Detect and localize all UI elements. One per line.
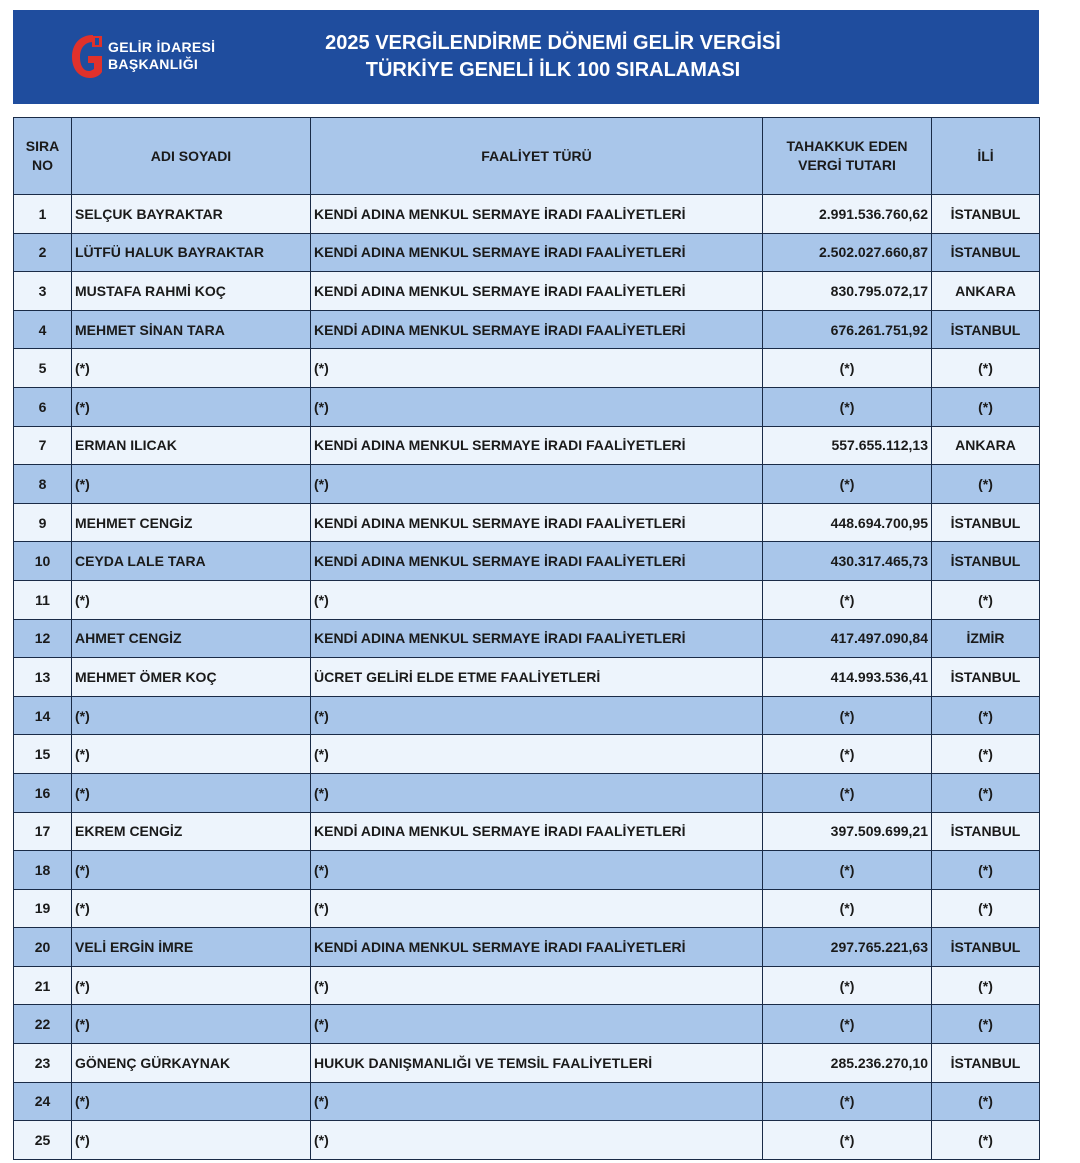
- table-header-row: [14, 118, 1040, 195]
- cell-city: (*): [932, 773, 1040, 812]
- cell-rank: 1: [14, 195, 72, 234]
- cell-amount: 830.795.072,17: [763, 272, 932, 311]
- cell-name: LÜTFÜ HALUK BAYRAKTAR: [72, 233, 311, 272]
- cell-amount: (*): [763, 773, 932, 812]
- cell-name: (*): [72, 851, 311, 890]
- table-row: [14, 1044, 1040, 1083]
- cell-name: (*): [72, 889, 311, 928]
- cell-name: (*): [72, 465, 311, 504]
- cell-name: EKREM CENGİZ: [72, 812, 311, 851]
- cell-rank: 17: [14, 812, 72, 851]
- cell-rank: 8: [14, 465, 72, 504]
- cell-activity: KENDİ ADINA MENKUL SERMAYE İRADI FAALİYETLERİ: [311, 233, 763, 272]
- cell-rank: 5: [14, 349, 72, 388]
- cell-activity: (*): [311, 1005, 763, 1044]
- cell-rank: 14: [14, 696, 72, 735]
- table-row: [14, 928, 1040, 967]
- cell-rank: 13: [14, 658, 72, 697]
- cell-name: MEHMET SİNAN TARA: [72, 310, 311, 349]
- table-row: [14, 542, 1040, 581]
- column-header-city: İLİ: [932, 118, 1040, 195]
- table-row: [14, 580, 1040, 619]
- cell-rank: 19: [14, 889, 72, 928]
- column-header-no-line-2: NO: [32, 157, 53, 173]
- cell-amount: 414.993.536,41: [763, 658, 932, 697]
- cell-rank: 25: [14, 1121, 72, 1160]
- cell-amount: 2.502.027.660,87: [763, 233, 932, 272]
- table-row: [14, 233, 1040, 272]
- cell-activity: (*): [311, 349, 763, 388]
- page-title: [213, 30, 893, 84]
- logo-line-2: BAŞKANLIĞI: [108, 56, 199, 72]
- cell-rank: 9: [14, 503, 72, 542]
- cell-activity: KENDİ ADINA MENKUL SERMAYE İRADI FAALİYETLERİ: [311, 272, 763, 311]
- cell-amount: (*): [763, 580, 932, 619]
- table-row: [14, 349, 1040, 388]
- cell-name: (*): [72, 387, 311, 426]
- cell-amount: 397.509.699,21: [763, 812, 932, 851]
- cell-rank: 12: [14, 619, 72, 658]
- gib-logo-icon: [68, 32, 106, 80]
- cell-amount: 297.765.221,63: [763, 928, 932, 967]
- table-row: [14, 387, 1040, 426]
- table-row: [14, 1005, 1040, 1044]
- cell-city: İZMİR: [932, 619, 1040, 658]
- cell-name: (*): [72, 349, 311, 388]
- cell-city: İSTANBUL: [932, 928, 1040, 967]
- cell-city: (*): [932, 966, 1040, 1005]
- table-row: [14, 696, 1040, 735]
- cell-amount: (*): [763, 1082, 932, 1121]
- table-row: [14, 195, 1040, 234]
- cell-activity: KENDİ ADINA MENKUL SERMAYE İRADI FAALİYETLERİ: [311, 928, 763, 967]
- cell-city: İSTANBUL: [932, 233, 1040, 272]
- cell-amount: (*): [763, 465, 932, 504]
- cell-activity: KENDİ ADINA MENKUL SERMAYE İRADI FAALİYETLERİ: [311, 310, 763, 349]
- cell-amount: 285.236.270,10: [763, 1044, 932, 1083]
- cell-city: İSTANBUL: [932, 503, 1040, 542]
- column-header-amount-line-2: VERGİ TUTARI: [798, 157, 896, 173]
- cell-name: (*): [72, 1082, 311, 1121]
- cell-activity: (*): [311, 1121, 763, 1160]
- table-row: [14, 773, 1040, 812]
- cell-city: İSTANBUL: [932, 542, 1040, 581]
- cell-activity: (*): [311, 1082, 763, 1121]
- cell-rank: 24: [14, 1082, 72, 1121]
- cell-city: (*): [932, 696, 1040, 735]
- cell-city: ANKARA: [932, 426, 1040, 465]
- cell-city: (*): [932, 580, 1040, 619]
- cell-activity: (*): [311, 580, 763, 619]
- cell-name: MEHMET ÖMER KOÇ: [72, 658, 311, 697]
- table-row: [14, 851, 1040, 890]
- cell-city: İSTANBUL: [932, 812, 1040, 851]
- cell-amount: (*): [763, 349, 932, 388]
- cell-rank: 16: [14, 773, 72, 812]
- cell-name: (*): [72, 773, 311, 812]
- cell-city: (*): [932, 387, 1040, 426]
- cell-city: İSTANBUL: [932, 195, 1040, 234]
- cell-name: MEHMET CENGİZ: [72, 503, 311, 542]
- cell-name: (*): [72, 1121, 311, 1160]
- cell-rank: 2: [14, 233, 72, 272]
- page-title-line-1: 2025 VERGİLENDİRME DÖNEMİ GELİR VERGİSİ: [325, 32, 781, 54]
- column-header-name: ADI SOYADI: [72, 118, 311, 195]
- cell-name: VELİ ERGİN İMRE: [72, 928, 311, 967]
- cell-rank: 15: [14, 735, 72, 774]
- cell-rank: 3: [14, 272, 72, 311]
- cell-city: (*): [932, 1082, 1040, 1121]
- cell-name: ERMAN ILICAK: [72, 426, 311, 465]
- cell-amount: 557.655.112,13: [763, 426, 932, 465]
- table-row: [14, 272, 1040, 311]
- cell-name: (*): [72, 966, 311, 1005]
- cell-name: (*): [72, 735, 311, 774]
- cell-name: SELÇUK BAYRAKTAR: [72, 195, 311, 234]
- cell-name: (*): [72, 580, 311, 619]
- cell-amount: (*): [763, 966, 932, 1005]
- cell-activity: (*): [311, 696, 763, 735]
- cell-city: (*): [932, 1005, 1040, 1044]
- table-row: [14, 619, 1040, 658]
- cell-city: (*): [932, 851, 1040, 890]
- cell-amount: (*): [763, 889, 932, 928]
- cell-rank: 6: [14, 387, 72, 426]
- cell-amount: (*): [763, 1121, 932, 1160]
- column-header-activity: FAALİYET TÜRÜ: [311, 118, 763, 195]
- table-row: [14, 426, 1040, 465]
- cell-activity: ÜCRET GELİRİ ELDE ETME FAALİYETLERİ: [311, 658, 763, 697]
- cell-rank: 20: [14, 928, 72, 967]
- logo-wordmark: [108, 39, 215, 73]
- column-header-no: [14, 118, 72, 195]
- cell-name: MUSTAFA RAHMİ KOÇ: [72, 272, 311, 311]
- cell-name: (*): [72, 1005, 311, 1044]
- table-row: [14, 966, 1040, 1005]
- cell-rank: 18: [14, 851, 72, 890]
- cell-city: İSTANBUL: [932, 1044, 1040, 1083]
- cell-activity: (*): [311, 966, 763, 1005]
- cell-activity: KENDİ ADINA MENKUL SERMAYE İRADI FAALİYETLERİ: [311, 619, 763, 658]
- cell-city: (*): [932, 465, 1040, 504]
- cell-city: İSTANBUL: [932, 310, 1040, 349]
- column-header-no-line-1: SIRA: [25, 138, 60, 154]
- table-row: [14, 735, 1040, 774]
- cell-rank: 10: [14, 542, 72, 581]
- cell-amount: 417.497.090,84: [763, 619, 932, 658]
- cell-activity: KENDİ ADINA MENKUL SERMAYE İRADI FAALİYETLERİ: [311, 503, 763, 542]
- cell-name: GÖNENÇ GÜRKAYNAK: [72, 1044, 311, 1083]
- cell-activity: KENDİ ADINA MENKUL SERMAYE İRADI FAALİYETLERİ: [311, 426, 763, 465]
- cell-city: (*): [932, 349, 1040, 388]
- cell-rank: 21: [14, 966, 72, 1005]
- cell-amount: 676.261.751,92: [763, 310, 932, 349]
- cell-rank: 22: [14, 1005, 72, 1044]
- cell-rank: 7: [14, 426, 72, 465]
- cell-activity: (*): [311, 465, 763, 504]
- cell-activity: (*): [311, 889, 763, 928]
- cell-amount: 2.991.536.760,62: [763, 195, 932, 234]
- cell-activity: HUKUK DANIŞMANLIĞI VE TEMSİL FAALİYETLERİ: [311, 1044, 763, 1083]
- table-row: [14, 658, 1040, 697]
- cell-name: (*): [72, 696, 311, 735]
- cell-activity: KENDİ ADINA MENKUL SERMAYE İRADI FAALİYETLERİ: [311, 542, 763, 581]
- cell-amount: (*): [763, 851, 932, 890]
- cell-name: CEYDA LALE TARA: [72, 542, 311, 581]
- cell-city: İSTANBUL: [932, 658, 1040, 697]
- table-row: [14, 465, 1040, 504]
- table-row: [14, 812, 1040, 851]
- cell-activity: (*): [311, 387, 763, 426]
- cell-activity: (*): [311, 773, 763, 812]
- cell-activity: (*): [311, 735, 763, 774]
- ranking-table: [13, 117, 1040, 1160]
- header-banner: [13, 10, 1039, 104]
- table-row: [14, 1082, 1040, 1121]
- cell-rank: 23: [14, 1044, 72, 1083]
- cell-name: AHMET CENGİZ: [72, 619, 311, 658]
- cell-city: (*): [932, 889, 1040, 928]
- cell-amount: (*): [763, 387, 932, 426]
- table-row: [14, 889, 1040, 928]
- cell-activity: KENDİ ADINA MENKUL SERMAYE İRADI FAALİYETLERİ: [311, 195, 763, 234]
- column-header-amount-line-1: TAHAKKUK EDEN: [786, 138, 908, 154]
- cell-activity: (*): [311, 851, 763, 890]
- cell-amount: (*): [763, 1005, 932, 1044]
- cell-rank: 11: [14, 580, 72, 619]
- cell-rank: 4: [14, 310, 72, 349]
- cell-city: ANKARA: [932, 272, 1040, 311]
- table-row: [14, 503, 1040, 542]
- table-row: [14, 1121, 1040, 1160]
- cell-amount: (*): [763, 696, 932, 735]
- cell-amount: 448.694.700,95: [763, 503, 932, 542]
- page-title-line-2: TÜRKİYE GENELİ İLK 100 SIRALAMASI: [365, 59, 741, 81]
- column-header-amount: [763, 118, 932, 195]
- cell-city: (*): [932, 1121, 1040, 1160]
- cell-amount: 430.317.465,73: [763, 542, 932, 581]
- cell-city: (*): [932, 735, 1040, 774]
- table-row: [14, 310, 1040, 349]
- logo-line-1: GELİR İDARESİ: [108, 39, 216, 55]
- cell-activity: KENDİ ADINA MENKUL SERMAYE İRADI FAALİYETLERİ: [311, 812, 763, 851]
- cell-amount: (*): [763, 735, 932, 774]
